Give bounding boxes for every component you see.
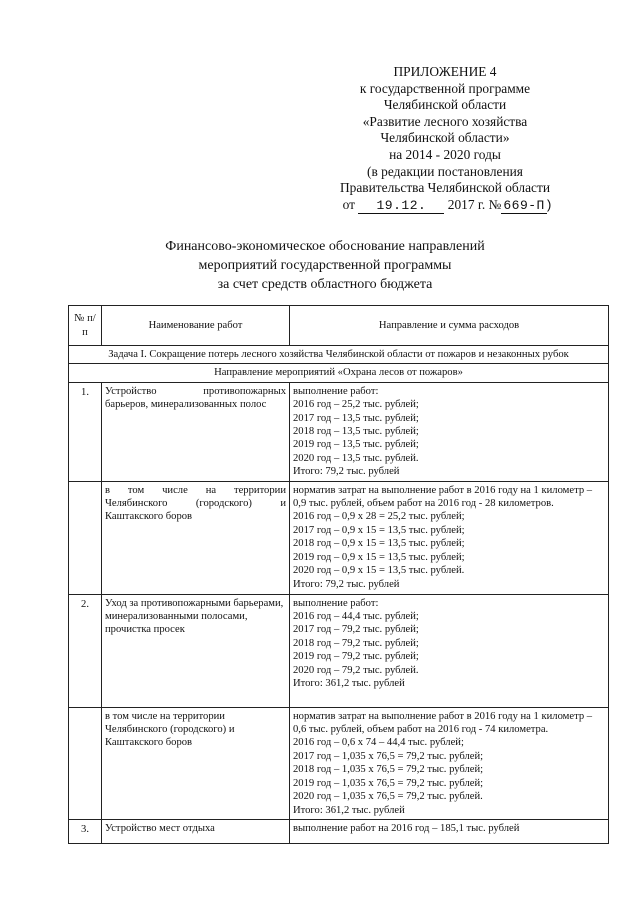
row-direction [290, 481, 609, 594]
direction-line: 2019 год – 13,5 тыс. рублей; [293, 439, 419, 451]
direction-line: 2018 год – 0,9 х 15 = 13,5 тыс. рублей; [293, 538, 465, 550]
direction-line: 2020 год – 0,9 х 15 = 13,5 тыс. рублей. [293, 565, 465, 577]
handwritten-date: 19.12. [358, 199, 444, 214]
direction-line: 2019 год – 79,2 тыс. рублей; [293, 651, 419, 663]
header-direction: Направление и сумма расходов [290, 306, 609, 346]
appendix-line: ПРИЛОЖЕНИЕ 4 [393, 64, 497, 79]
row-name: Устройство противопожарных барьеров, минерализованных полос [102, 382, 290, 481]
table-row [69, 594, 609, 707]
direction-line: 2016 год – 25,2 тыс. рублей; [293, 399, 419, 411]
direction-row [69, 364, 609, 382]
direction-line: выполнение работ на 2016 год – 185,1 тыс. рублей [293, 822, 520, 834]
row-direction [290, 382, 609, 481]
direction-line: 2018 год – 13,5 тыс. рублей; [293, 426, 419, 438]
row-direction [290, 707, 609, 819]
appendix-line: к государственной программе [359, 80, 531, 96]
row-num: 3. [69, 819, 102, 843]
table-row [69, 382, 609, 481]
direction-line: 2018 год – 1,035 х 76,5 = 79,2 тыс. рублей; [293, 764, 484, 776]
row-name: Устройство мест отдыха [102, 819, 290, 843]
direction-line: 2018 год – 79,2 тыс. рублей; [293, 637, 419, 649]
financial-table [68, 305, 609, 844]
header-num: № п/п [69, 306, 102, 346]
appendix-line: Правительства Челябинской области [340, 180, 550, 196]
direction-line: 2019 год – 0,9 х 15 = 13,5 тыс. рублей; [293, 551, 465, 563]
resolution-date-line [318, 197, 572, 214]
row-name: Уход за противопожарными барьерами, минерализованными полосами, прочистка просек [102, 594, 290, 707]
row-direction [290, 819, 609, 843]
appendix-line: (в редакции постановления [367, 163, 523, 179]
direction-line: 2016 год – 0,6 х 74 – 44,4 тыс. рублей; [293, 737, 464, 749]
direction-cell: Направление мероприятий «Охрана лесов от пожаров» [69, 364, 609, 382]
appendix-line: Челябинской области» [380, 130, 510, 146]
appendix-header [318, 64, 572, 214]
appendix-line: Челябинской области [383, 97, 507, 113]
row-name: в том числе на территории Челябинского (городского) и Каштакского боров [102, 481, 290, 594]
row-num [69, 707, 102, 819]
direction-line: 2016 год – 44,4 тыс. рублей; [293, 611, 419, 623]
table-row [69, 707, 609, 819]
direction-line: 2017 год – 79,2 тыс. рублей; [293, 624, 419, 636]
direction-line: 2019 год – 1,035 х 76,5 = 79,2 тыс. рублей; [293, 777, 484, 789]
row-name: в том числе на территории Челябинского (городского) и Каштакского боров [102, 707, 290, 819]
title-line: мероприятий государственной программы [198, 258, 452, 273]
direction-line: 2016 год – 0,9 х 28 = 25,2 тыс. рублей; [293, 511, 465, 523]
table-header-row [69, 306, 609, 346]
row-num: 2. [69, 594, 102, 707]
direction-line: 2020 год – 13,5 тыс. рублей. [293, 452, 419, 464]
direction-line: 2017 год – 0,9 х 15 = 13,5 тыс. рублей; [293, 524, 465, 536]
direction-line: 2017 год – 13,5 тыс. рублей; [293, 412, 419, 424]
task-cell: Задача I. Сокращение потерь лесного хозяйства Челябинской области от пожаров и незаконных рубок [69, 346, 609, 364]
handwritten-number: 669-П) [503, 197, 554, 213]
direction-line: 2020 год – 1,035 х 76,5 = 79,2 тыс. рублей. [293, 791, 483, 803]
direction-line: выполнение работ: [293, 597, 379, 609]
document-title [90, 237, 560, 294]
direction-line: Итого: 361,2 тыс. рублей [293, 804, 405, 816]
direction-line: 2017 год – 1,035 х 76,5 = 79,2 тыс. рублей; [293, 750, 484, 762]
appendix-line: на 2014 - 2020 годы [389, 146, 501, 162]
direction-line: выполнение работ: [293, 385, 379, 397]
table-row [69, 819, 609, 843]
appendix-line: «Развитие лесного хозяйства [362, 113, 528, 129]
row-num: 1. [69, 382, 102, 481]
direction-line: 2020 год – 79,2 тыс. рублей. [293, 664, 419, 676]
direction-line: норматив затрат на выполнение работ в 2016 году на 1 километр – 0,6 тыс. рублей, объем работ на 2016 год - 74 километра. [293, 710, 593, 736]
direction-line: норматив затрат на выполнение работ в 2016 году на 1 километр – 0,9 тыс. рублей, объем работ на 2016 год - 28 километров. [293, 484, 593, 510]
title-line: Финансово-экономическое обоснование направлений [165, 239, 485, 254]
date-year: 2017 г. № [447, 196, 502, 212]
row-direction [290, 594, 609, 707]
row-num [69, 481, 102, 594]
title-line: за счет средств областного бюджета [217, 277, 433, 292]
direction-line: Итого: 79,2 тыс. рублей [293, 578, 400, 590]
task-row [69, 346, 609, 364]
direction-line: Итого: 79,2 тыс. рублей [293, 466, 400, 478]
date-prefix: от [342, 196, 356, 212]
direction-line: Итого: 361,2 тыс. рублей [293, 678, 405, 690]
header-name: Наименование работ [102, 306, 290, 346]
table-row [69, 481, 609, 594]
